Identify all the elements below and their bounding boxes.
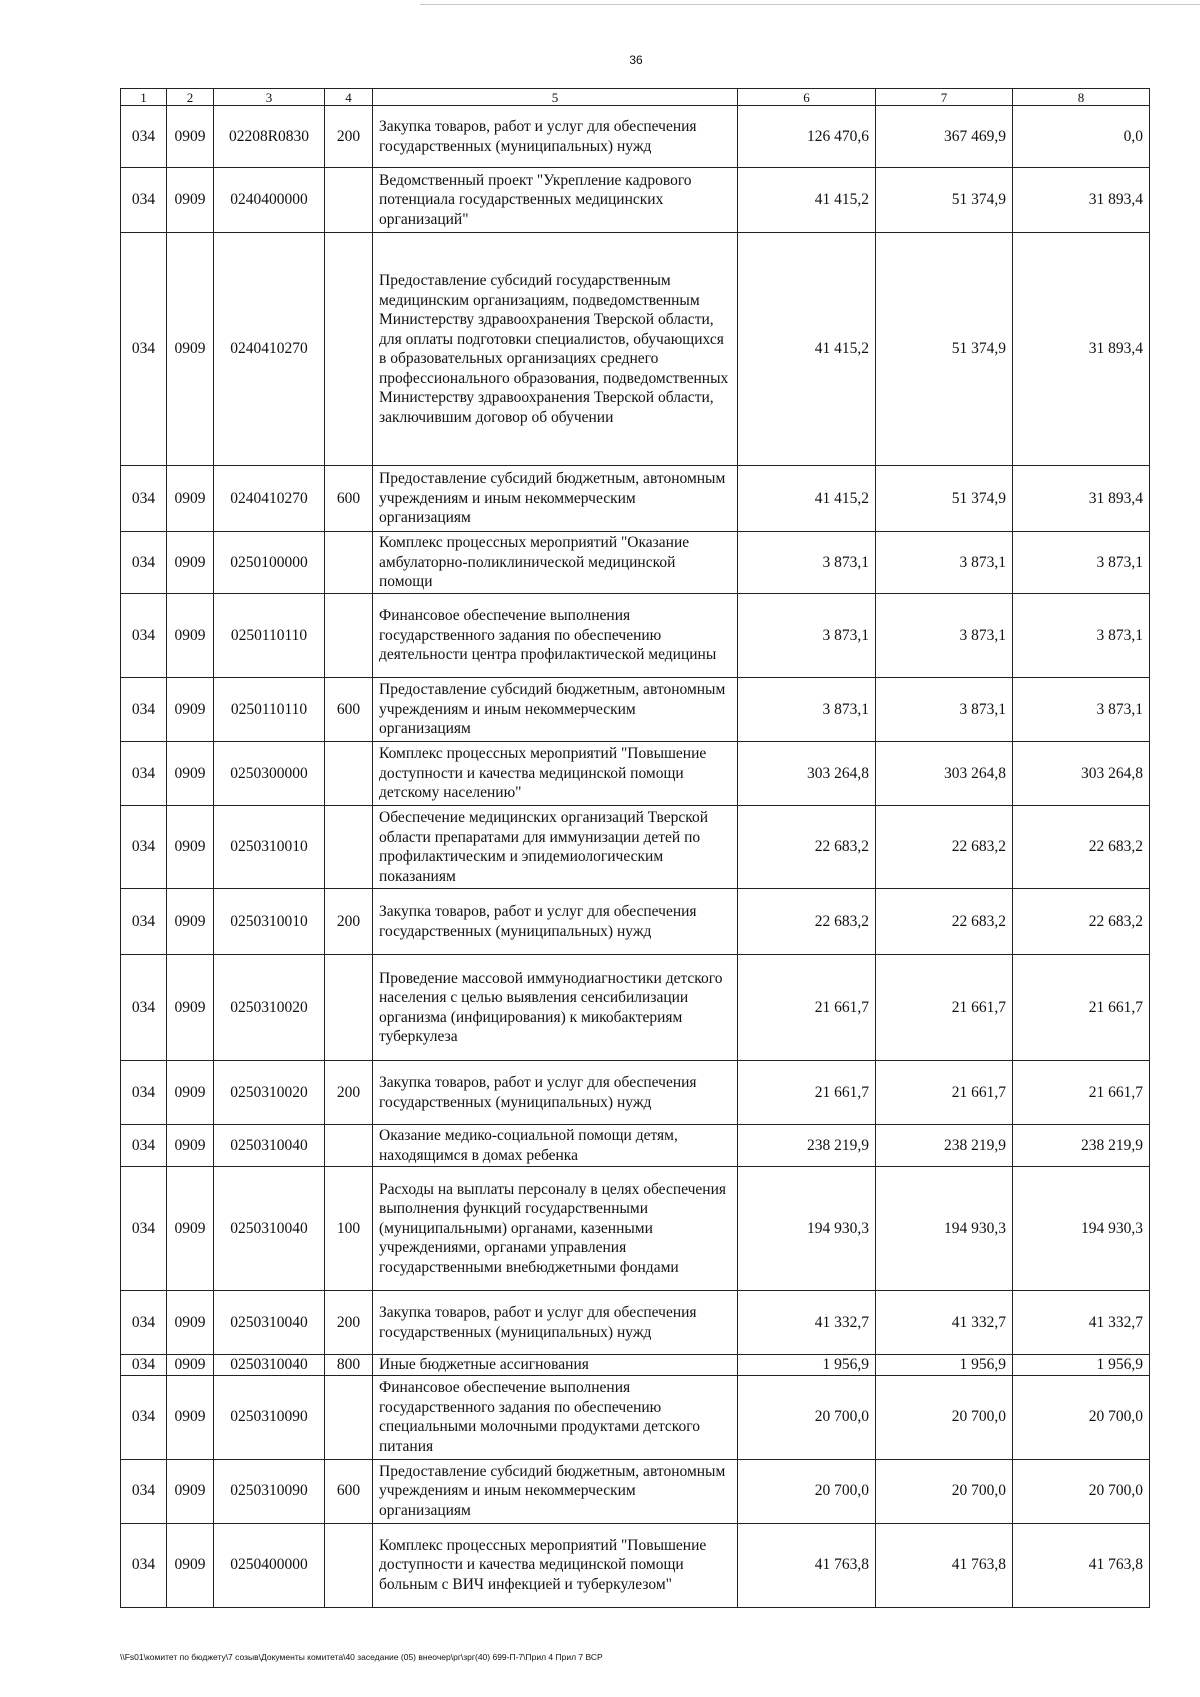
cell-ministry: 034 — [121, 1523, 167, 1607]
col-header-8: 8 — [1013, 89, 1150, 106]
cell-ministry: 034 — [121, 1167, 167, 1291]
cell-target-code: 0250310020 — [214, 1061, 325, 1125]
cell-ministry: 034 — [121, 1459, 167, 1523]
cell-amount-7: 238 219,9 — [876, 1125, 1013, 1167]
cell-expense-type: 200 — [325, 889, 373, 955]
cell-amount-8: 3 873,1 — [1013, 532, 1150, 594]
col-header-7: 7 — [876, 89, 1013, 106]
cell-description: Ведомственный проект "Укрепление кадрового потенциала государственных медицинских организаций" — [373, 168, 738, 233]
cell-section: 0909 — [167, 742, 214, 806]
cell-amount-6: 21 661,7 — [738, 955, 876, 1061]
cell-target-code: 0250300000 — [214, 742, 325, 806]
cell-amount-7: 22 683,2 — [876, 889, 1013, 955]
cell-target-code: 0250310010 — [214, 889, 325, 955]
table-row — [121, 1125, 1150, 1167]
cell-ministry: 034 — [121, 532, 167, 594]
cell-amount-6: 41 415,2 — [738, 233, 876, 466]
cell-expense-type: 600 — [325, 466, 373, 532]
cell-section: 0909 — [167, 1459, 214, 1523]
cell-section: 0909 — [167, 889, 214, 955]
table-row — [121, 532, 1150, 594]
cell-target-code: 0240410270 — [214, 466, 325, 532]
cell-amount-6: 20 700,0 — [738, 1459, 876, 1523]
cell-target-code: 0250110110 — [214, 594, 325, 678]
cell-description: Финансовое обеспечение выполнения государственного задания по обеспечению специальными молочными продуктами детского питания — [373, 1375, 738, 1459]
cell-expense-type — [325, 532, 373, 594]
cell-section: 0909 — [167, 1291, 214, 1355]
cell-amount-6: 194 930,3 — [738, 1167, 876, 1291]
cell-amount-8: 31 893,4 — [1013, 233, 1150, 466]
cell-amount-7: 21 661,7 — [876, 955, 1013, 1061]
cell-expense-type: 200 — [325, 106, 373, 168]
cell-amount-8: 3 873,1 — [1013, 678, 1150, 742]
cell-description: Обеспечение медицинских организаций Тверской области препаратами для иммунизации детей по профилактическим и эпидемиологическим показаниям — [373, 806, 738, 889]
cell-amount-6: 21 661,7 — [738, 1061, 876, 1125]
header-row — [121, 89, 1150, 106]
cell-amount-7: 367 469,9 — [876, 106, 1013, 168]
cell-amount-7: 51 374,9 — [876, 168, 1013, 233]
cell-description: Предоставление субсидий государственным медицинским организациям, подведомственным Министерству здравоохранения Тверской области, для оплаты подготовки специалистов, обучающихся в образовательных организациях среднего профессионального образования, подведомственных Министерству здравоохранения Тверской области, заключившим договор об обучении — [373, 233, 738, 466]
cell-description: Оказание медико-социальной помощи детям, находящимся в домах ребенка — [373, 1125, 738, 1167]
cell-expense-type: 600 — [325, 1459, 373, 1523]
cell-amount-7: 51 374,9 — [876, 233, 1013, 466]
cell-target-code: 0250310090 — [214, 1459, 325, 1523]
cell-expense-type — [325, 806, 373, 889]
cell-target-code: 0250100000 — [214, 532, 325, 594]
cell-section: 0909 — [167, 106, 214, 168]
cell-amount-8: 22 683,2 — [1013, 889, 1150, 955]
cell-description: Расходы на выплаты персоналу в целях обеспечения выполнения функций государственными (муниципальными) органами, казенными учреждениями, органами управления государственными внебюджетными фондами — [373, 1167, 738, 1291]
cell-expense-type — [325, 1375, 373, 1459]
cell-description: Закупка товаров, работ и услуг для обеспечения государственных (муниципальных) нужд — [373, 889, 738, 955]
cell-description: Закупка товаров, работ и услуг для обеспечения государственных (муниципальных) нужд — [373, 106, 738, 168]
cell-ministry: 034 — [121, 466, 167, 532]
cell-amount-7: 3 873,1 — [876, 532, 1013, 594]
cell-ministry: 034 — [121, 889, 167, 955]
cell-amount-8: 0,0 — [1013, 106, 1150, 168]
cell-amount-6: 41 332,7 — [738, 1291, 876, 1355]
cell-description: Иные бюджетные ассигнования — [373, 1355, 738, 1376]
cell-description: Предоставление субсидий бюджетным, автономным учреждениям и иным некоммерческим организациям — [373, 466, 738, 532]
cell-amount-7: 21 661,7 — [876, 1061, 1013, 1125]
footer-path: \\Fs01\комитет по бюджету\7 созыв\Документы комитета\40 заседание (05) внеочер\рг\зрг(40) 699-П-7\Прил 4 Прил 7 ВСР — [120, 1652, 603, 1662]
cell-target-code: 0250310040 — [214, 1355, 325, 1376]
cell-target-code: 0240410270 — [214, 233, 325, 466]
col-header-3: 3 — [214, 89, 325, 106]
cell-amount-6: 41 415,2 — [738, 466, 876, 532]
cell-section: 0909 — [167, 168, 214, 233]
table-row — [121, 466, 1150, 532]
cell-expense-type — [325, 594, 373, 678]
col-header-1: 1 — [121, 89, 167, 106]
cell-amount-6: 126 470,6 — [738, 106, 876, 168]
cell-amount-8: 238 219,9 — [1013, 1125, 1150, 1167]
page-number: 36 — [629, 53, 643, 67]
cell-ministry: 034 — [121, 955, 167, 1061]
cell-amount-8: 1 956,9 — [1013, 1355, 1150, 1376]
cell-amount-6: 238 219,9 — [738, 1125, 876, 1167]
table-row — [121, 889, 1150, 955]
cell-target-code: 0250110110 — [214, 678, 325, 742]
table-row — [121, 1459, 1150, 1523]
cell-description: Проведение массовой иммунодиагностики детского населения с целью выявления сенсибилизации организма (инфицирования) к микобактериям туберкулеза — [373, 955, 738, 1061]
cell-target-code: 0250310090 — [214, 1375, 325, 1459]
cell-target-code: 0250310040 — [214, 1167, 325, 1291]
cell-amount-7: 20 700,0 — [876, 1459, 1013, 1523]
cell-ministry: 034 — [121, 106, 167, 168]
cell-description: Комплекс процессных мероприятий "Оказание амбулаторно-поликлинической медицинской помощи — [373, 532, 738, 594]
cell-expense-type: 200 — [325, 1291, 373, 1355]
table-row — [121, 1061, 1150, 1125]
cell-section: 0909 — [167, 233, 214, 466]
table-row — [121, 1523, 1150, 1607]
cell-amount-8: 41 763,8 — [1013, 1523, 1150, 1607]
cell-ministry: 034 — [121, 1061, 167, 1125]
cell-amount-6: 3 873,1 — [738, 532, 876, 594]
cell-expense-type — [325, 1523, 373, 1607]
table-row — [121, 742, 1150, 806]
cell-target-code: 0250400000 — [214, 1523, 325, 1607]
cell-section: 0909 — [167, 1355, 214, 1376]
cell-expense-type: 100 — [325, 1167, 373, 1291]
cell-amount-7: 194 930,3 — [876, 1167, 1013, 1291]
cell-section: 0909 — [167, 1125, 214, 1167]
cell-section: 0909 — [167, 1167, 214, 1291]
cell-expense-type — [325, 1125, 373, 1167]
top-rule — [420, 4, 1200, 5]
cell-amount-8: 31 893,4 — [1013, 168, 1150, 233]
table-row — [121, 233, 1150, 466]
table-row — [121, 106, 1150, 168]
cell-expense-type — [325, 742, 373, 806]
cell-description: Комплекс процессных мероприятий "Повышение доступности и качества медицинской помощи больным с ВИЧ инфекцией и туберкулезом" — [373, 1523, 738, 1607]
cell-amount-8: 31 893,4 — [1013, 466, 1150, 532]
cell-amount-6: 3 873,1 — [738, 678, 876, 742]
cell-description: Предоставление субсидий бюджетным, автономным учреждениям и иным некоммерческим организациям — [373, 678, 738, 742]
cell-amount-6: 41 763,8 — [738, 1523, 876, 1607]
cell-amount-7: 3 873,1 — [876, 678, 1013, 742]
cell-section: 0909 — [167, 806, 214, 889]
cell-ministry: 034 — [121, 678, 167, 742]
cell-ministry: 034 — [121, 806, 167, 889]
cell-amount-7: 20 700,0 — [876, 1375, 1013, 1459]
cell-ministry: 034 — [121, 168, 167, 233]
col-header-5: 5 — [373, 89, 738, 106]
cell-section: 0909 — [167, 466, 214, 532]
cell-expense-type — [325, 955, 373, 1061]
cell-target-code: 0250310040 — [214, 1291, 325, 1355]
col-header-2: 2 — [167, 89, 214, 106]
cell-description: Закупка товаров, работ и услуг для обеспечения государственных (муниципальных) нужд — [373, 1061, 738, 1125]
cell-target-code: 02208R0830 — [214, 106, 325, 168]
cell-ministry: 034 — [121, 1375, 167, 1459]
table-row — [121, 168, 1150, 233]
cell-expense-type: 200 — [325, 1061, 373, 1125]
cell-section: 0909 — [167, 678, 214, 742]
cell-section: 0909 — [167, 532, 214, 594]
table-row — [121, 678, 1150, 742]
cell-expense-type — [325, 168, 373, 233]
cell-expense-type — [325, 233, 373, 466]
cell-section: 0909 — [167, 594, 214, 678]
cell-ministry: 034 — [121, 233, 167, 466]
cell-description: Предоставление субсидий бюджетным, автономным учреждениям и иным некоммерческим организациям — [373, 1459, 738, 1523]
cell-expense-type: 800 — [325, 1355, 373, 1376]
col-header-4: 4 — [325, 89, 373, 106]
cell-section: 0909 — [167, 1061, 214, 1125]
cell-amount-8: 20 700,0 — [1013, 1459, 1150, 1523]
cell-section: 0909 — [167, 1375, 214, 1459]
cell-description: Финансовое обеспечение выполнения государственного задания по обеспечению деятельности центра профилактической медицины — [373, 594, 738, 678]
cell-amount-6: 3 873,1 — [738, 594, 876, 678]
cell-ministry: 034 — [121, 1291, 167, 1355]
cell-ministry: 034 — [121, 742, 167, 806]
cell-amount-6: 20 700,0 — [738, 1375, 876, 1459]
cell-amount-8: 303 264,8 — [1013, 742, 1150, 806]
cell-description: Комплекс процессных мероприятий "Повышение доступности и качества медицинской помощи детскому населению" — [373, 742, 738, 806]
table-row — [121, 955, 1150, 1061]
cell-amount-6: 22 683,2 — [738, 889, 876, 955]
table-row — [121, 1375, 1150, 1459]
cell-amount-6: 22 683,2 — [738, 806, 876, 889]
cell-amount-7: 303 264,8 — [876, 742, 1013, 806]
cell-amount-7: 41 332,7 — [876, 1291, 1013, 1355]
table-row — [121, 1167, 1150, 1291]
col-header-6: 6 — [738, 89, 876, 106]
cell-section: 0909 — [167, 1523, 214, 1607]
cell-ministry: 034 — [121, 594, 167, 678]
cell-ministry: 034 — [121, 1125, 167, 1167]
table-row — [121, 806, 1150, 889]
cell-amount-6: 1 956,9 — [738, 1355, 876, 1376]
cell-amount-7: 51 374,9 — [876, 466, 1013, 532]
cell-amount-7: 41 763,8 — [876, 1523, 1013, 1607]
cell-target-code: 0250310020 — [214, 955, 325, 1061]
cell-amount-8: 3 873,1 — [1013, 594, 1150, 678]
cell-target-code: 0240400000 — [214, 168, 325, 233]
table-row — [121, 594, 1150, 678]
cell-expense-type: 600 — [325, 678, 373, 742]
cell-target-code: 0250310040 — [214, 1125, 325, 1167]
cell-amount-7: 22 683,2 — [876, 806, 1013, 889]
table-row — [121, 1291, 1150, 1355]
cell-target-code: 0250310010 — [214, 806, 325, 889]
budget-table — [120, 88, 1150, 1608]
cell-amount-7: 1 956,9 — [876, 1355, 1013, 1376]
cell-amount-8: 41 332,7 — [1013, 1291, 1150, 1355]
cell-ministry: 034 — [121, 1355, 167, 1376]
cell-amount-8: 194 930,3 — [1013, 1167, 1150, 1291]
cell-description: Закупка товаров, работ и услуг для обеспечения государственных (муниципальных) нужд — [373, 1291, 738, 1355]
cell-amount-6: 303 264,8 — [738, 742, 876, 806]
cell-amount-8: 20 700,0 — [1013, 1375, 1150, 1459]
cell-section: 0909 — [167, 955, 214, 1061]
table-row — [121, 1355, 1150, 1376]
cell-amount-7: 3 873,1 — [876, 594, 1013, 678]
cell-amount-8: 22 683,2 — [1013, 806, 1150, 889]
cell-amount-6: 41 415,2 — [738, 168, 876, 233]
cell-amount-8: 21 661,7 — [1013, 955, 1150, 1061]
cell-amount-8: 21 661,7 — [1013, 1061, 1150, 1125]
